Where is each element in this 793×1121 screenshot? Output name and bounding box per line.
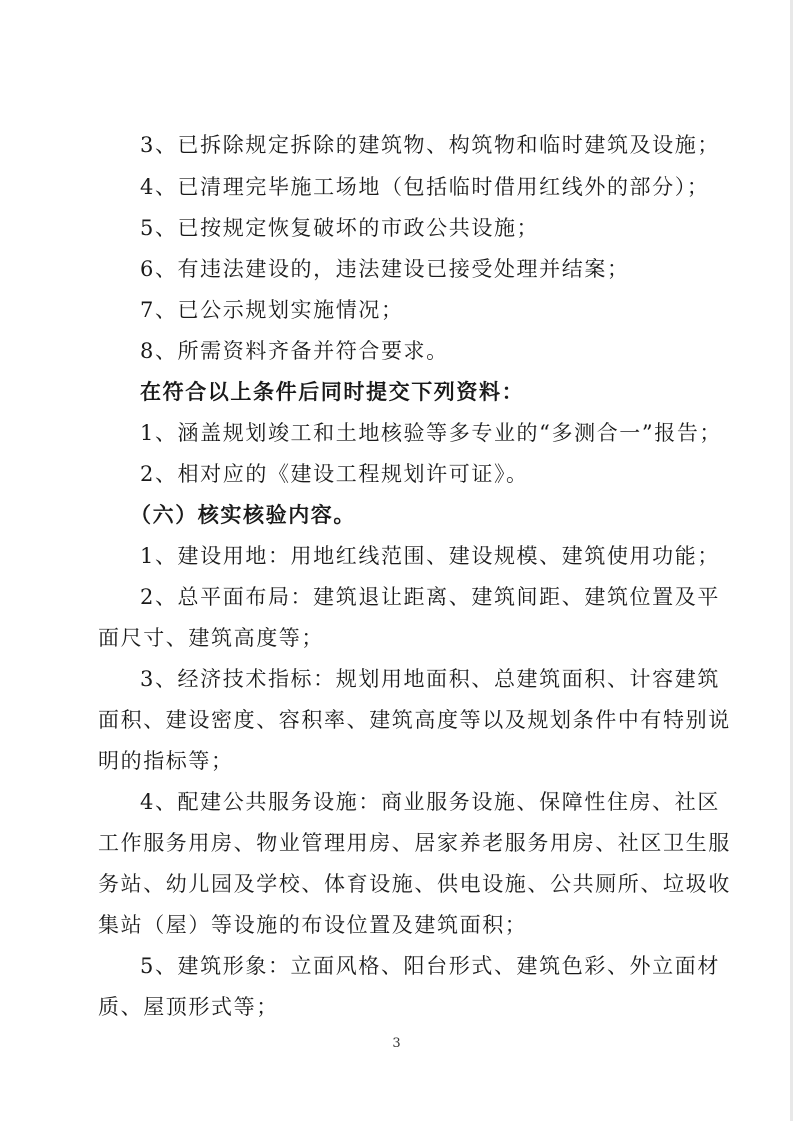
item-8: 8、所需资料齐备并符合要求。 [140, 339, 449, 363]
content-5-line-2: 质、屋顶形式等； [98, 995, 279, 1019]
content-4-line-2: 工作服务用房、物业管理用房、居家养老服务用房、社区卫生服 [98, 831, 731, 855]
item-6: 6、有违法建设的，违法建设已接受处理并结案； [140, 257, 630, 281]
item-4: 4、已清理完毕施工场地（包括临时借用红线外的部分）； [140, 175, 710, 199]
content-3-line-2: 面积、建设密度、容积率、建筑高度等以及规划条件中有特别说 [98, 708, 731, 732]
material-1: 1、涵盖规划竣工和土地核验等多专业的“多测合一”报告； [140, 421, 723, 445]
content-4-line-1: 4、配建公共服务设施：商业服务设施、保障性住房、社区 [140, 790, 720, 814]
content-2-line-1: 2、总平面布局：建筑退让距离、建筑间距、建筑位置及平 [140, 585, 720, 609]
materials-heading: 在符合以上条件后同时提交下列资料： [140, 379, 525, 404]
content-5-line-1: 5、建筑形象：立面风格、阳台形式、建筑色彩、外立面材 [140, 954, 720, 978]
content-4-line-4: 集站（屋）等设施的布设位置及建筑面积； [98, 913, 528, 937]
material-2: 2、相对应的《建设工程规划许可证》。 [140, 462, 529, 486]
item-5: 5、已按规定恢复破坏的市政公共设施； [140, 216, 540, 240]
content-3-line-3: 明的指标等； [98, 749, 234, 773]
item-7: 7、已公示规划实施情况； [140, 298, 404, 322]
content-3-line-1: 3、经济技术指标：规划用地面积、总建筑面积、计容建筑 [140, 667, 720, 691]
content-2-line-2: 面尺寸、建筑高度等； [98, 626, 324, 650]
item-3: 3、已拆除规定拆除的建筑物、构筑物和临时建筑及设施； [140, 133, 720, 157]
content-4-line-3: 务站、幼儿园及学校、体育设施、供电设施、公共厕所、垃圾收 [98, 872, 731, 896]
page-number: 3 [392, 1036, 401, 1051]
content-1: 1、建设用地：用地红线范围、建设规模、建筑使用功能； [140, 544, 720, 568]
section-heading: （六）核实核验内容。 [130, 502, 356, 527]
